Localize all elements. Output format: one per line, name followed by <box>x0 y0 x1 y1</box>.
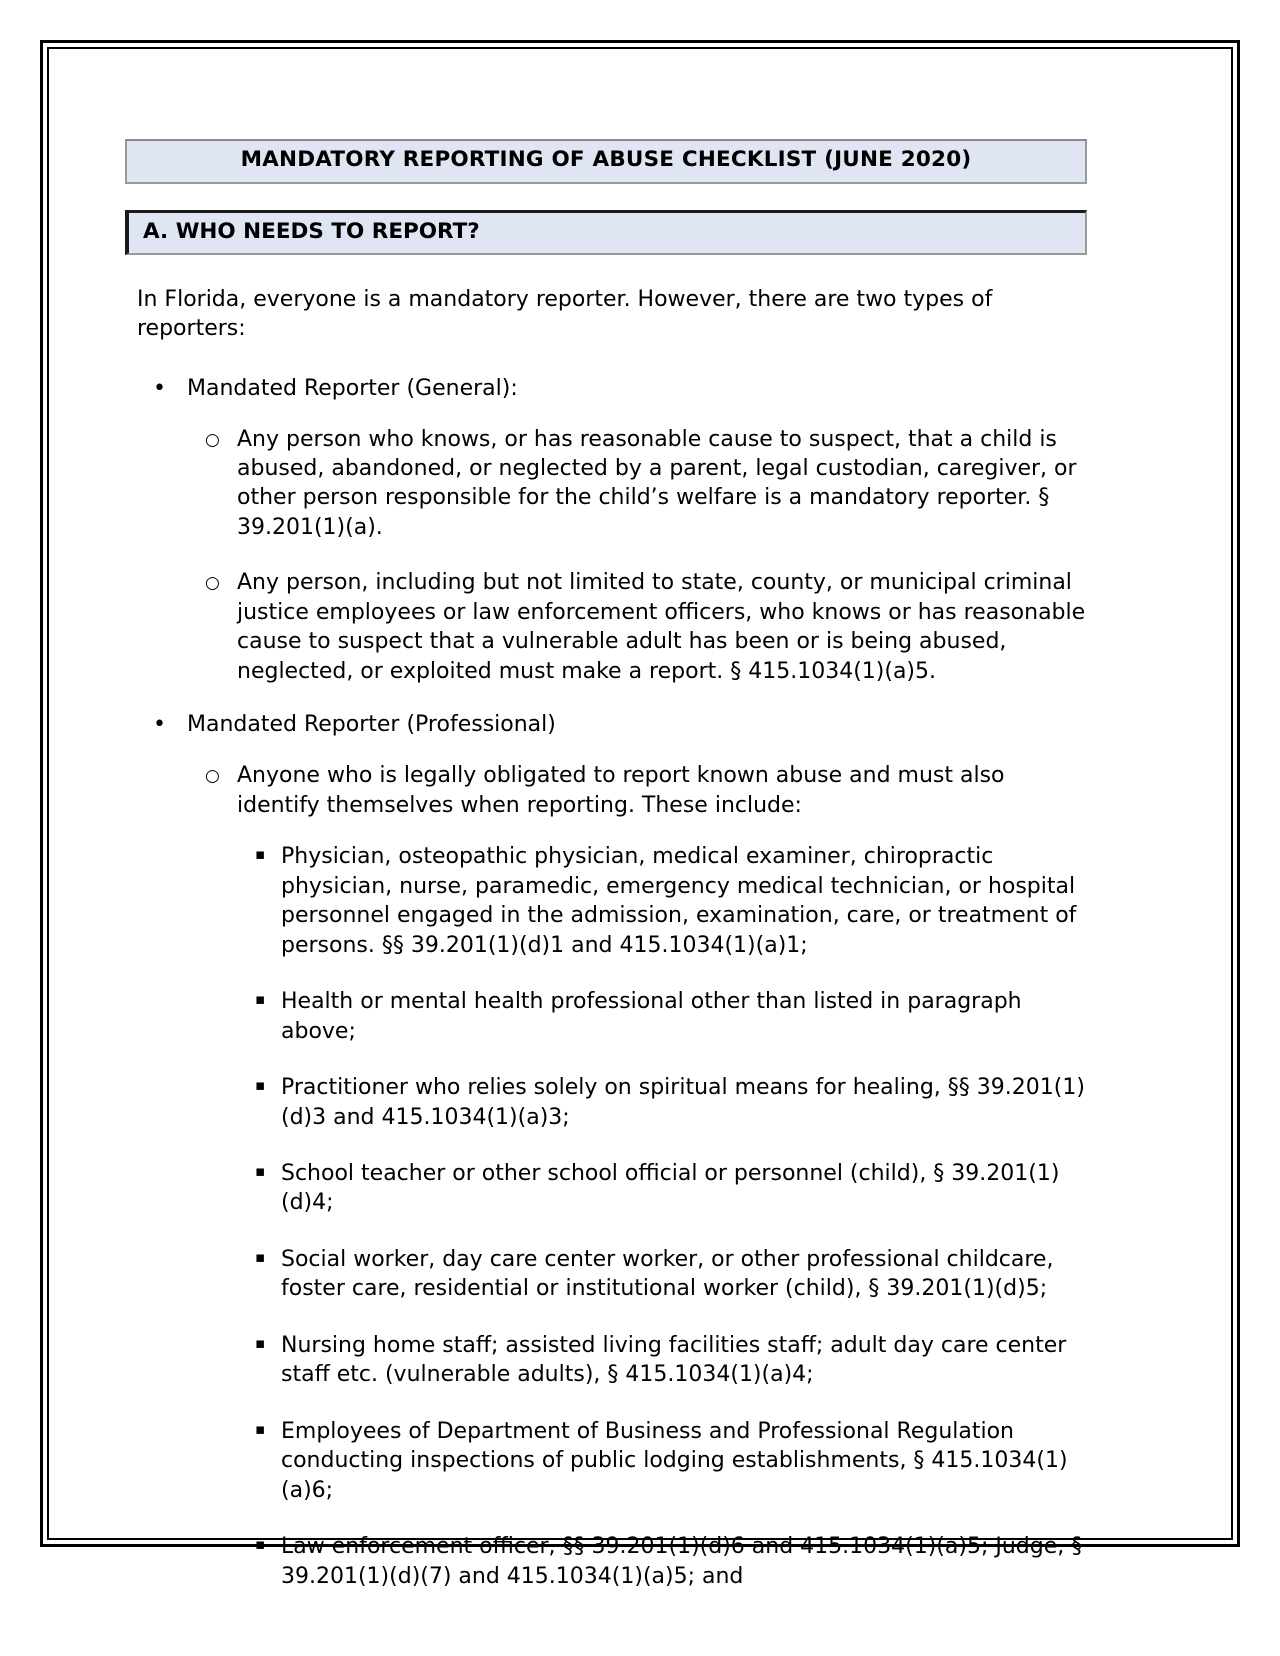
page-title: MANDATORY REPORTING OF ABUSE CHECKLIST (JUNE 2020) <box>240 147 972 172</box>
square-bullet-icon: ▪ <box>255 1333 266 1352</box>
list-item-mandated-reporter-general <box>125 374 1087 687</box>
square-bullet-icon: ▪ <box>255 1162 266 1180</box>
list-item-label: Mandated Reporter (General): <box>187 375 518 401</box>
document-title-box <box>125 139 1087 184</box>
square-bullet-icon: ▪ <box>255 1076 266 1095</box>
intro-paragraph: In Florida, everyone is a mandatory reporter. However, there are two types of reporters: <box>137 287 993 342</box>
reporter-type-list <box>125 374 1087 1592</box>
list-item <box>187 425 1087 543</box>
hollow-circle-bullet-icon: ○ <box>205 429 220 450</box>
professional-reporter-sublist <box>187 761 1087 1591</box>
list-item-text: Employees of Department of Business and Professional Regulation conducting inspections of public lodging establishments, § 415.1034(1)(a)6; <box>281 1418 1068 1503</box>
list-item-text: Physician, osteopathic physician, medical examiner, chiropractic physician, nurse, paramedic, emergency medical technician, or hospital personnel engaged in the admission, examination, care, or treatment of persons. §§ 39.201(1)(d)1 and 415.1034(1)(a)1; <box>281 844 1077 958</box>
list-item <box>237 1245 1087 1304</box>
list-item-text: Any person who knows, or has reasonable cause to suspect, that a child is abused, abandoned, or neglected by a parent, legal custodian, caregiver, or other person responsible for the child’s welfare is a mandatory reporter. § 39.201(1)(a). <box>237 426 1077 540</box>
section-heading-a: A. WHO NEEDS TO REPORT? <box>143 218 480 244</box>
list-item-mandated-reporter-professional <box>125 710 1087 1591</box>
list-item <box>237 842 1087 960</box>
square-bullet-icon: ▪ <box>255 845 266 864</box>
list-item-label: Mandated Reporter (Professional) <box>187 712 556 738</box>
list-item <box>237 1417 1087 1505</box>
list-item-text: Any person, including but not limited to state, county, or municipal criminal justice employees or law enforcement officers, who knows or has reasonable cause to suspect that a vulnerable adult has been or is being abused, neglected, or exploited must make a report. § 415.1034(1)(a)5. <box>237 570 1086 684</box>
hollow-circle-bullet-icon: ○ <box>205 766 220 787</box>
square-bullet-icon: ▪ <box>255 1535 266 1554</box>
square-bullet-icon: ▪ <box>255 1247 266 1266</box>
list-item-text: Practitioner who relies solely on spiritual means for healing, §§ 39.201(1)(d)3 and 415.1034(1)(a)3; <box>281 1075 1085 1130</box>
list-item <box>237 987 1087 1046</box>
list-item-text: Nursing home staff; assisted living facilities staff; adult day care center staff etc. (vulnerable adults), § 415.1034(1)(a)4; <box>281 1332 1067 1388</box>
list-item-text: School teacher or other school official or personnel (child), § 39.201(1)(d)4; <box>281 1161 1060 1216</box>
round-bullet-icon: • <box>153 712 166 738</box>
square-bullet-icon: ▪ <box>255 990 266 1009</box>
list-item <box>237 1331 1087 1390</box>
page-border-outer <box>40 40 1240 1589</box>
list-item-text: Law enforcement officer, §§ 39.201(1)(d)6 and 415.1034(1)(a)5; Judge, § 39.201(1)(d)(7) and 415.1034(1)(a)5; and <box>281 1534 1083 1589</box>
list-item <box>237 1532 1087 1591</box>
list-item-text: Anyone who is legally obligated to report known abuse and must also identify themselves when reporting. These include: <box>237 763 1005 818</box>
section-heading-box <box>125 210 1087 256</box>
round-bullet-icon: • <box>153 375 166 401</box>
general-reporter-sublist <box>187 425 1087 687</box>
document-content <box>125 139 1087 1615</box>
list-item <box>237 1073 1087 1132</box>
professional-categories-list <box>237 842 1087 1591</box>
hollow-circle-bullet-icon: ○ <box>205 573 220 594</box>
square-bullet-icon: ▪ <box>255 1419 266 1438</box>
list-item <box>187 568 1087 686</box>
list-item <box>237 1159 1087 1218</box>
list-item <box>187 761 1087 1591</box>
list-item-text: Health or mental health professional other than listed in paragraph above; <box>281 989 1022 1044</box>
list-item-text: Social worker, day care center worker, or other professional childcare, foster care, residential or institutional worker (child), § 39.201(1)(d)5; <box>281 1246 1054 1302</box>
